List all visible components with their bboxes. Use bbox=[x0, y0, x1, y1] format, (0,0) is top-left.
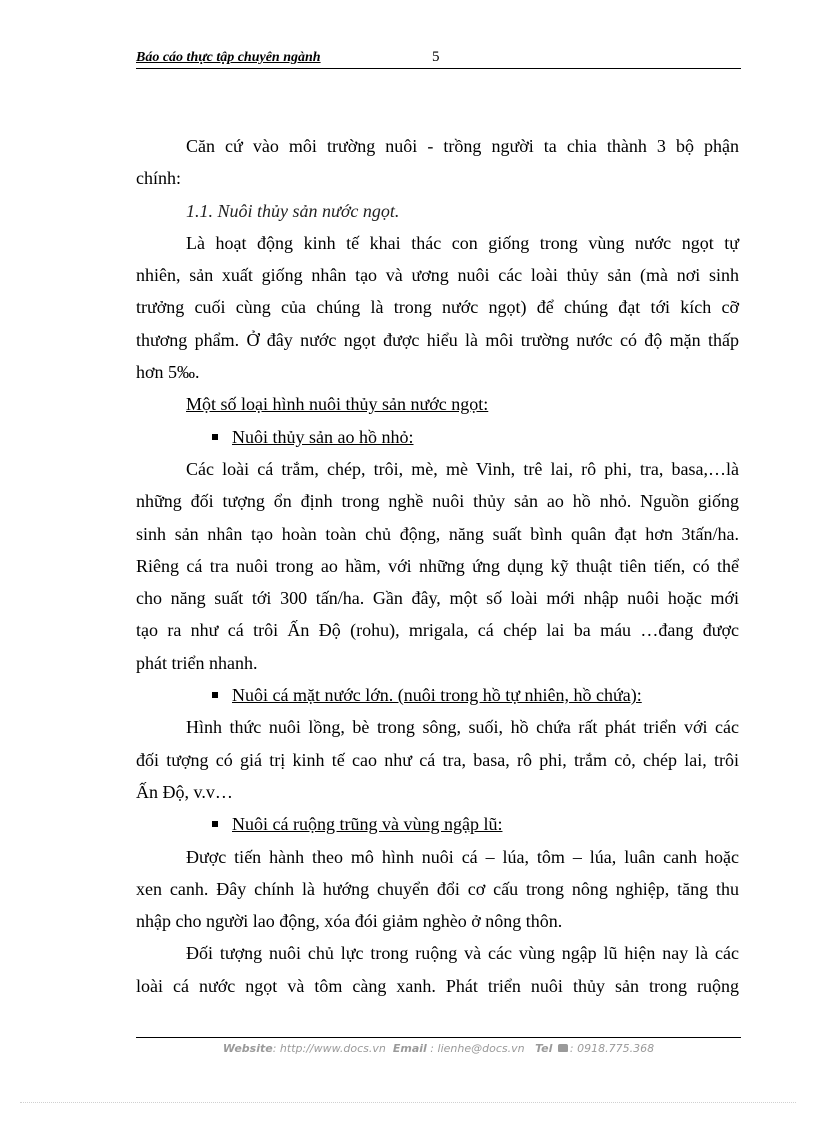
footer-tel-label: Tel bbox=[535, 1042, 553, 1055]
footer-website-label: Website bbox=[222, 1042, 273, 1055]
text-line: trưởng cuối cùng của chúng là trong nước ngọt) để chúng đạt tới kích cỡ bbox=[136, 297, 739, 318]
text-line: Ấn Độ, v.v… bbox=[136, 781, 233, 802]
text-line: những đối tượng ổn định trong nghề nuôi thủy sản ao hồ nhỏ. Nguồn giống bbox=[136, 491, 739, 512]
text-line: Các loài cá trắm, chép, trôi, mè, mè Vinh, trê lai, rô phi, tra, basa,…là bbox=[186, 458, 739, 479]
text-line: xen canh. Đây chính là hướng chuyển đổi cơ cấu trong nông nghiệp, tăng thu bbox=[136, 878, 739, 899]
text-line: loài cá nước ngọt và tôm càng xanh. Phát triển nuôi thủy sản trong ruộng bbox=[136, 975, 739, 996]
page-footer bbox=[136, 1037, 741, 1055]
phone-icon bbox=[558, 1044, 568, 1052]
bullet-heading: Nuôi cá ruộng trũng và vùng ngập lũ: bbox=[232, 814, 503, 835]
text-line bbox=[136, 679, 739, 711]
text-line bbox=[136, 388, 739, 420]
text-line: 1.1. Nuôi thủy sản nước ngọt. bbox=[186, 200, 400, 221]
bullet-heading: Nuôi thủy sản ao hồ nhỏ: bbox=[232, 426, 414, 447]
footer-email-label: Email bbox=[392, 1042, 427, 1055]
bullet-square-icon bbox=[212, 434, 218, 440]
section-subheading: Một số loại hình nuôi thủy sản nước ngọt: bbox=[186, 394, 489, 415]
text-line: thương phẩm. Ở đây nước ngọt được hiểu là môi trường nước có độ mặn thấp bbox=[136, 329, 739, 350]
text-line: tạo ra như cá trôi Ấn Độ (rohu), mrigala, cá chép lai ba máu …đang được bbox=[136, 620, 739, 641]
text-line: đối tượng có giá trị kinh tế cao như cá tra, basa, rô phi, trắm cỏ, chép lai, trôi bbox=[136, 749, 739, 770]
text-line: Được tiến hành theo mô hình nuôi cá – lúa, tôm – lúa, luân canh hoặc bbox=[186, 846, 739, 867]
text-line: Đối tượng nuôi chủ lực trong ruộng và các vùng ngập lũ hiện nay là các bbox=[186, 943, 739, 964]
text-line: cho năng suất tới 300 tấn/ha. Gần đây, một số loài mới nhập nuôi hoặc mới bbox=[136, 588, 739, 609]
text-line: phát triển nhanh. bbox=[136, 652, 258, 673]
header-title: Báo cáo thực tập chuyên ngành bbox=[136, 50, 321, 65]
text-line: sinh sản nhân tạo hoàn toàn chủ động, năng suất bình quân đạt hơn 3tấn/ha. bbox=[136, 523, 739, 544]
text-line: nhiên, sản xuất giống nhân tạo và ương nuôi các loài thủy sản (mà nơi sinh bbox=[136, 265, 739, 286]
bullet-square-icon bbox=[212, 692, 218, 698]
text-line: Là hoạt động kinh tế khai thác con giống trong vùng nước ngọt tự bbox=[186, 232, 739, 253]
text-line: Hình thức nuôi lồng, bè trong sông, suối, hồ chứa rất phát triển với các bbox=[186, 717, 739, 738]
footer-email-value: : lienhe@docs.vn bbox=[426, 1042, 525, 1055]
text-line: Riêng cá tra nuôi trong ao hầm, với những ứng dụng kỹ thuật tiên tiến, có thể bbox=[136, 555, 739, 576]
text-line bbox=[136, 421, 739, 453]
page-bottom-divider bbox=[20, 1102, 796, 1103]
page-header bbox=[136, 48, 741, 69]
bullet-square-icon bbox=[212, 821, 218, 827]
text-line: nhập cho người lao động, xóa đói giảm nghèo ở nông thôn. bbox=[136, 911, 563, 932]
body-text bbox=[136, 130, 739, 1002]
footer-website-value: : http://www.docs.vn bbox=[272, 1042, 386, 1055]
text-line: hơn 5‰. bbox=[136, 362, 200, 383]
footer-tel-value: : 0918.775.368 bbox=[569, 1042, 655, 1055]
text-line: chính: bbox=[136, 168, 181, 189]
bullet-heading: Nuôi cá mặt nước lớn. (nuôi trong hồ tự nhiên, hồ chứa): bbox=[232, 685, 642, 706]
text-line: Căn cứ vào môi trường nuôi - trồng người ta chia thành 3 bộ phận bbox=[186, 136, 739, 156]
page-number: 5 bbox=[432, 49, 440, 65]
text-line bbox=[136, 808, 739, 840]
